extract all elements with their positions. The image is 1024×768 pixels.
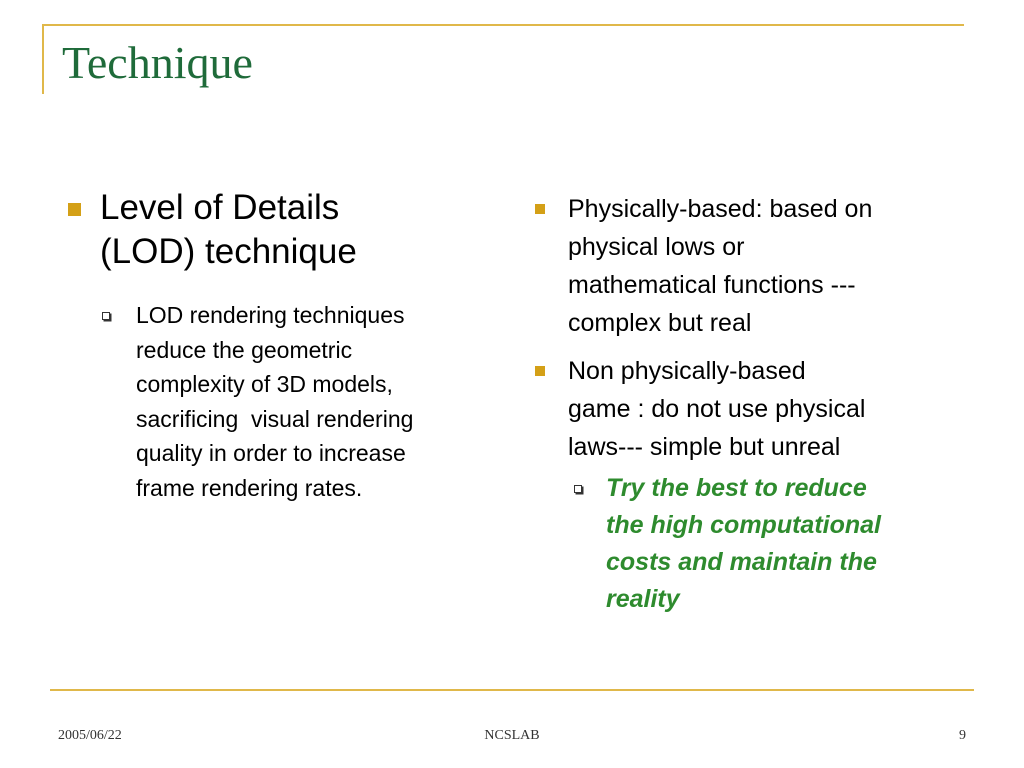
sub-bullet-text-line: quality in order to increase: [136, 440, 406, 466]
slide-title: Technique: [62, 37, 253, 88]
sub-bullet-text-line: reduce the geometric: [136, 336, 353, 363]
bullet-text-line: physical lows or: [568, 233, 745, 261]
bullet-text-line: complex but real: [568, 309, 752, 337]
bullet-text-line: laws--- simple but unreal: [568, 433, 841, 461]
square-bullet-icon: [535, 204, 545, 214]
slide-number: 9: [959, 728, 966, 743]
bullet-item-physically-based: [530, 190, 970, 342]
left-border-line: [42, 24, 44, 94]
sub-bullet-text-line: Try the best to reduce: [606, 474, 867, 502]
sub-bullet-text-line: LOD rendering techniques: [136, 302, 405, 328]
sub-bullet-item-reduce-costs: [530, 470, 970, 618]
footer-divider-line: [50, 689, 974, 691]
hollow-square-bullet-icon: [574, 485, 582, 493]
bullet-item-non-physically-based: [530, 352, 970, 466]
bullet-text-line: Non physically-based: [568, 357, 806, 385]
hollow-square-bullet-icon: [102, 312, 110, 320]
sub-bullet-item-lod-rendering: [62, 298, 482, 505]
footer-center-text: NCSLAB: [484, 728, 540, 743]
bullet-text-line: Level of Details: [100, 188, 340, 227]
sub-bullet-text-line: frame rendering rates.: [136, 474, 363, 501]
left-column: [62, 186, 482, 505]
square-bullet-icon: [68, 203, 81, 216]
top-border-line: [42, 24, 964, 26]
bullet-text-line: Physically-based: based on: [568, 195, 873, 223]
square-bullet-icon: [535, 366, 545, 376]
footer-date: 2005/06/22: [58, 728, 122, 743]
bullet-text-line: mathematical functions ---: [568, 271, 856, 299]
sub-bullet-text-line: costs and maintain the: [606, 548, 877, 576]
right-column: [530, 190, 970, 618]
bullet-text-line: (LOD) technique: [100, 232, 357, 271]
sub-bullet-text-line: sacrificing visual rendering: [136, 405, 414, 432]
sub-bullet-text-line: the high computational: [606, 511, 881, 539]
sub-bullet-text-line: reality: [606, 585, 680, 613]
sub-bullet-text-line: complexity of 3D models,: [136, 371, 393, 397]
bullet-item-lod: [62, 186, 482, 274]
bullet-text-line: game : do not use physical: [568, 395, 866, 423]
